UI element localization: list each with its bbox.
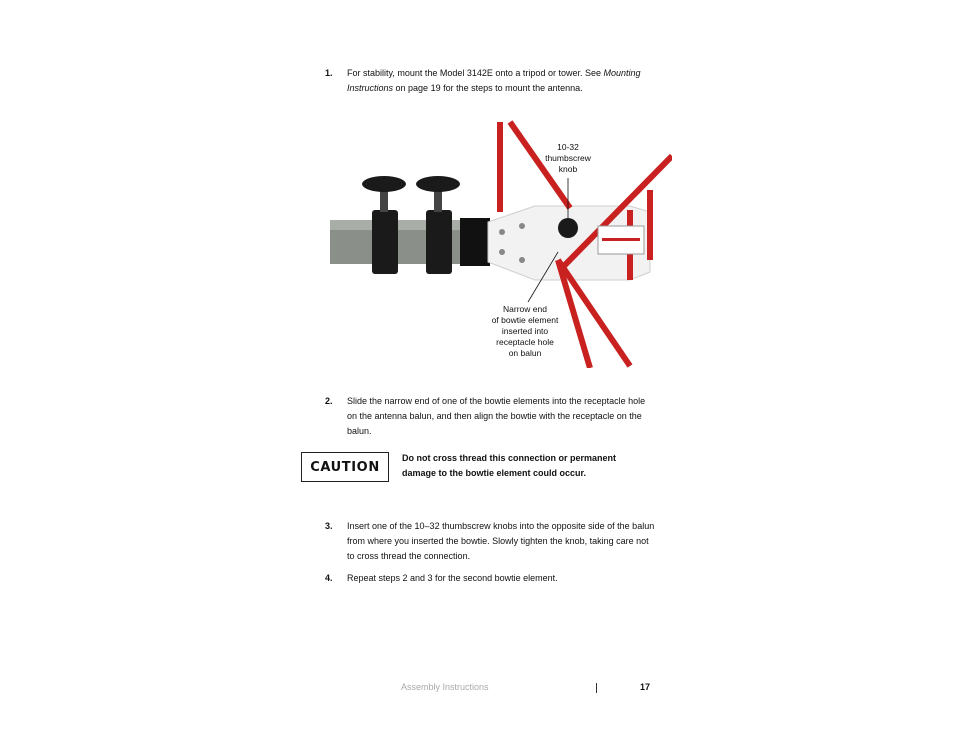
step-text xyxy=(347,66,655,96)
callout-thumbscrew-knob xyxy=(536,142,600,175)
callout-line: knob xyxy=(558,164,578,174)
callout-narrow-end xyxy=(480,304,570,359)
balun-screw xyxy=(519,223,525,229)
caution-text: Do not cross thread this connection or permanent damage to the bowtie element could occur. xyxy=(402,453,617,478)
balun-screw xyxy=(499,229,505,235)
step-number: 4. xyxy=(325,573,333,583)
footer-section-title: Assembly Instructions xyxy=(401,682,489,692)
callout-line: on balun xyxy=(508,348,542,358)
callout-line: thumbscrew xyxy=(545,153,591,163)
clamp-left-screw xyxy=(380,190,388,212)
step-text-before: For stability, mount the Model 3142E onto a tripod or tower. See xyxy=(347,68,604,78)
step-text: Slide the narrow end of one of the bowtie elements into the receptacle hole on the antenna balun, and then align the bowtie with the receptacle on the balun. xyxy=(347,396,646,436)
step-number: 1. xyxy=(325,68,333,78)
balun-assembly-figure xyxy=(330,120,672,368)
balun-screw xyxy=(499,249,505,255)
balun-screw xyxy=(519,257,525,263)
step-text: Insert one of the 10–32 thumbscrew knobs into the opposite side of the balun from where you inserted the bowtie. Slowly tighten the knob, taking care not to cross thread the connection. xyxy=(347,521,655,561)
thumbscrew-knob-icon xyxy=(558,218,578,238)
step-number: 2. xyxy=(325,396,333,406)
step-text-after: on page 19 for the steps to mount the antenna. xyxy=(393,83,583,93)
caution-label: CAUTION xyxy=(301,452,389,482)
step-number: 3. xyxy=(325,521,333,531)
clamp-left xyxy=(372,210,398,274)
callout-line: 10-32 xyxy=(557,142,579,152)
step-text: Repeat steps 2 and 3 for the second bowtie element. xyxy=(347,573,558,583)
knob-right-icon xyxy=(416,176,460,192)
callout-line: Narrow end xyxy=(503,304,547,314)
mounting-instructions-link[interactable]: Mounting Instructions xyxy=(347,68,641,93)
knob-left-icon xyxy=(362,176,406,192)
footer-separator xyxy=(596,683,597,693)
callout-line: of bowtie element xyxy=(491,315,559,325)
callout-line: inserted into xyxy=(501,326,549,336)
clamp-right xyxy=(426,210,452,274)
page-number: 17 xyxy=(640,682,651,692)
callout-line: receptacle hole xyxy=(496,337,554,347)
clamp-right-screw xyxy=(434,190,442,212)
balun-label-stripe xyxy=(602,238,640,241)
mount-tube-end-cap xyxy=(460,218,490,266)
